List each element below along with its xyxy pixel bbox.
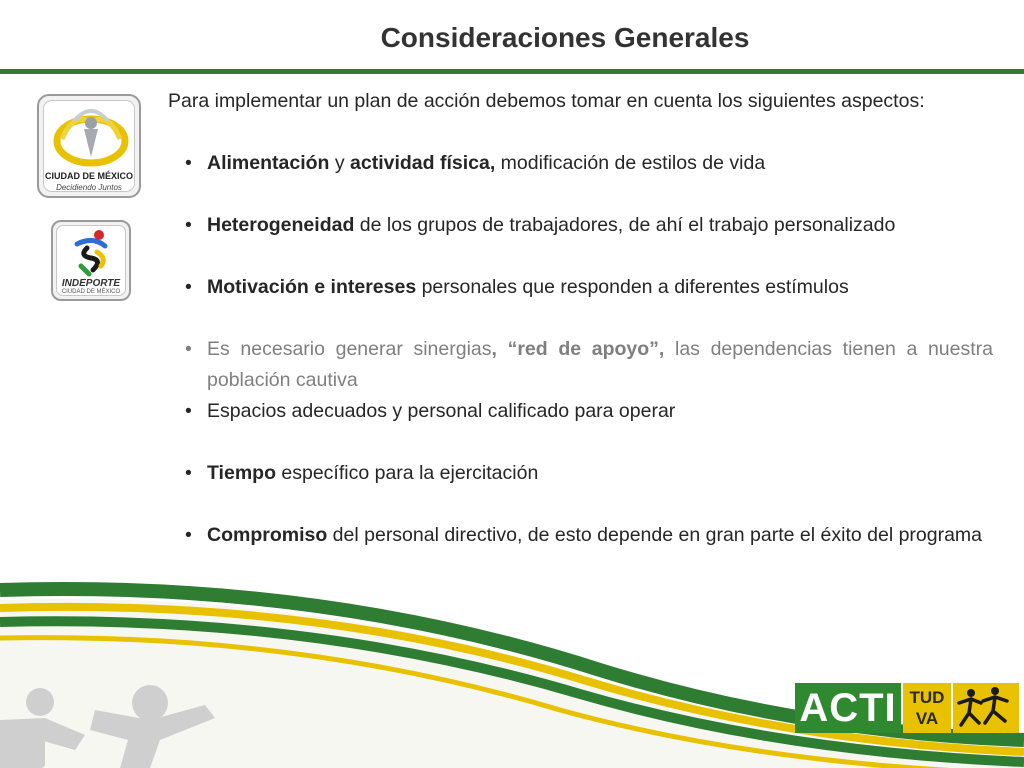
- list-item: • Compromiso del personal directivo, de esto depende en gran parte el éxito del programa: [168, 520, 993, 551]
- footer-swoosh: [0, 560, 1024, 768]
- indeporte-logo: [51, 220, 131, 301]
- bullet-icon: •: [185, 276, 192, 298]
- bullet-icon: •: [185, 214, 192, 236]
- slide-body: [168, 86, 993, 551]
- actitud-logo-part2: [903, 683, 951, 733]
- actitud-logo-tud: TUD: [909, 688, 945, 707]
- indeporte-logo-title: INDEPORTE: [61, 278, 121, 289]
- list-item: • Motivación e intereses personales que responden a diferentes estímulos: [168, 272, 993, 303]
- cdmx-logo-slogan: Decidiendo Juntos: [56, 183, 122, 192]
- cdmx-logo-frame: [43, 100, 135, 192]
- bullet-icon: •: [185, 524, 192, 546]
- angel-emblem-icon: [44, 101, 138, 169]
- bullet-icon: •: [185, 152, 192, 174]
- list-item: • Heterogeneidad de los grupos de trabajadores, de ahí el trabajo personalizado: [168, 210, 993, 241]
- bullet-icon: •: [185, 338, 192, 360]
- actitud-logo-runners: [953, 683, 1019, 733]
- indeporte-logo-frame: [56, 225, 126, 296]
- list-item: • Es necesario generar sinergias, “red de apoyo”, las dependencias tienen a nuestra población cautiva: [168, 334, 993, 396]
- list-item: • Espacios adecuados y personal calificado para operar: [168, 396, 993, 427]
- indeporte-logo-subtitle: CIUDAD DE MÉXICO: [61, 289, 121, 295]
- bullet-icon: •: [185, 462, 192, 484]
- list-item: • Alimentación y actividad física, modificación de estilos de vida: [168, 148, 993, 179]
- considerations-list: [168, 148, 993, 551]
- actitud-logo-va: VA: [915, 709, 939, 728]
- title-divider: [0, 69, 1024, 74]
- cdmx-logo-title: CIUDAD DE MÉXICO: [44, 171, 133, 181]
- actitud-activa-logo: [795, 683, 1019, 733]
- cdmx-logo: [37, 94, 141, 198]
- list-item: • Tiempo específico para la ejercitación: [168, 458, 993, 489]
- actitud-logo-part1: ACTI: [795, 683, 901, 733]
- running-people-icon: [953, 683, 1019, 733]
- bullet-icon: •: [185, 400, 192, 422]
- athlete-figure-icon: [57, 226, 129, 278]
- slide-title: Consideraciones Generales: [380, 22, 750, 53]
- intro-paragraph: Para implementar un plan de acción debemos tomar en cuenta los siguientes aspectos:: [168, 90, 925, 112]
